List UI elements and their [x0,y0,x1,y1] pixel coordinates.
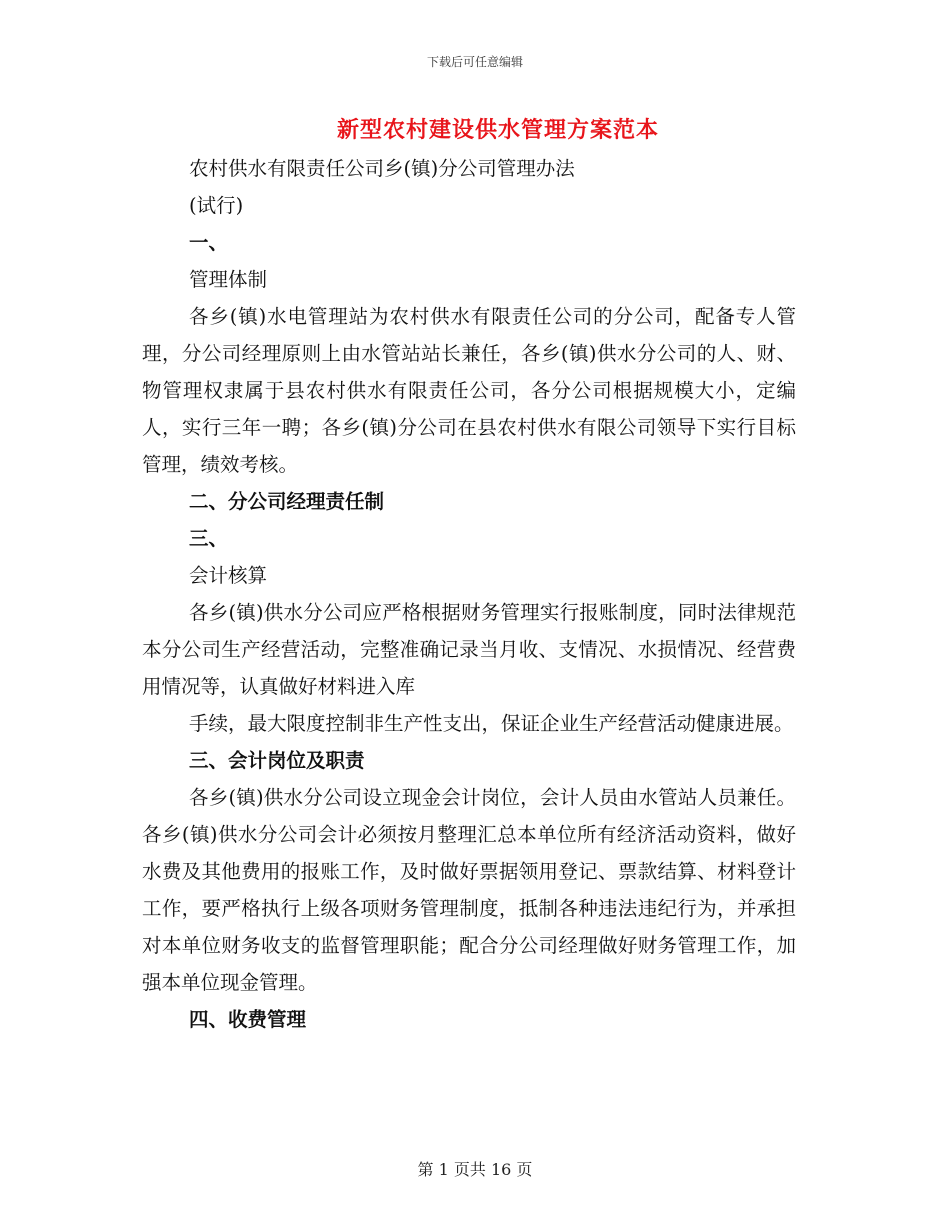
section-3-number: 三、 [189,527,229,550]
section-1-paragraph: 各乡(镇)水电管理站为农村供水有限责任公司的分公司，配备专人管理，分公司经理原则上由水管站站长兼任，各乡(镇)供水分公司的人、财、物管理权隶属于县农村供水有限责任公司，各分公司根据规模大小，定编人，实行三年一聘；各乡(镇)分公司在县农村供水有限公司领导下实行目标管理，绩效考核。 [142,305,796,476]
section-3-heading: 会计核算 [189,564,268,587]
section-3-paragraph-2: 手续，最大限度控制非生产性支出，保证企业生产经营活动健康进展。 [189,712,794,735]
header-note: 下载后可任意编辑 [426,55,523,69]
document-body [142,150,796,1038]
document-title: 新型农村建设供水管理方案范本 [336,117,659,143]
section-1-number: 一、 [189,231,229,254]
subtitle: 农村供水有限责任公司乡(镇)分公司管理办法 [189,157,575,180]
trial-note: (试行) [189,194,244,217]
section-5-heading: 四、收费管理 [189,1008,307,1031]
section-4-paragraph: 各乡(镇)供水分公司设立现金会计岗位，会计人员由水管站人员兼任。各乡(镇)供水分公司会计必须按月整理汇总本单位所有经济活动资料，做好水费及其他费用的报账工作，及时做好票据领用登记、票款结算、材料登计工作，要严格执行上级各项财务管理制度，抵制各种违法违纪行为，并承担对本单位财务收支的监督管理职能；配合分公司经理做好财务管理工作，加强本单位现金管理。 [142,786,796,994]
page-footer: 第 1 页共 16 页 [417,1160,533,1179]
section-4-heading: 三、会计岗位及职责 [189,749,365,772]
section-1-heading: 管理体制 [189,268,268,291]
section-3-paragraph-1: 各乡(镇)供水分公司应严格根据财务管理实行报账制度，同时法律规范本分公司生产经营活动，完整准确记录当月收、支情况、水损情况、经营费用情况等，认真做好材料进入库 [142,601,796,698]
section-2-heading: 二、分公司经理责任制 [189,490,385,513]
